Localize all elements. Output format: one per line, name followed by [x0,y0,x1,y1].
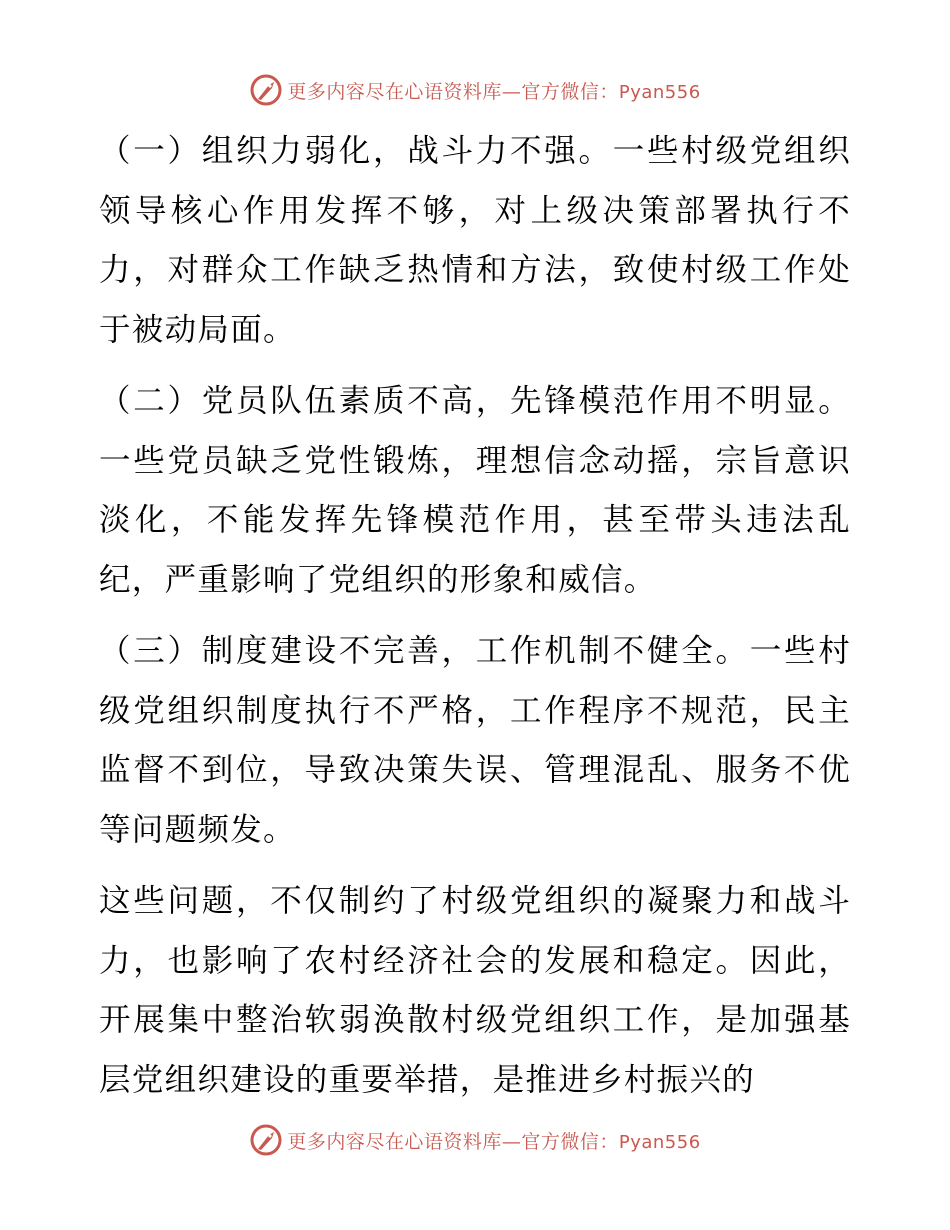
header-watermark-banner [0,70,950,110]
wechat-id: Pyan556 [618,1131,701,1153]
paragraph-3: （三）制度建设不完善，工作机制不健全。一些村级党组织制度执行不严格，工作程序不规范，民主监督不到位，导致决策失误、管理混乱、服务不优等问题频发。 [99,633,851,848]
pen-nib-logo-icon [249,1123,283,1157]
watermark-text: 更多内容尽在心语资料库—官方微信：Pyan556 [287,1130,701,1153]
footer-watermark-banner [0,1120,950,1160]
wechat-id: Pyan556 [618,81,701,103]
document-body [99,122,851,1110]
paragraph-1: （一）组织力弱化，战斗力不强。一些村级党组织领导核心作用发挥不够，对上级决策部署执行不力，对群众工作缺乏热情和方法，致使村级工作处于被动局面。 [99,133,851,348]
watermark-text: 更多内容尽在心语资料库—官方微信：Pyan556 [287,80,701,103]
paragraph-2: （二）党员队伍素质不高，先锋模范作用不明显。一些党员缺乏党性锻炼，理想信念动摇，宗旨意识淡化，不能发挥先锋模范作用，甚至带头违法乱纪，严重影响了党组织的形象和威信。 [99,383,851,598]
paragraph-4: 这些问题，不仅制约了村级党组织的凝聚力和战斗力，也影响了农村经济社会的发展和稳定。因此，开展集中整治软弱涣散村级党组织工作，是加强基层党组织建设的重要举措，是推进乡村振兴的 [99,883,851,1098]
pen-nib-logo-icon [249,73,283,107]
